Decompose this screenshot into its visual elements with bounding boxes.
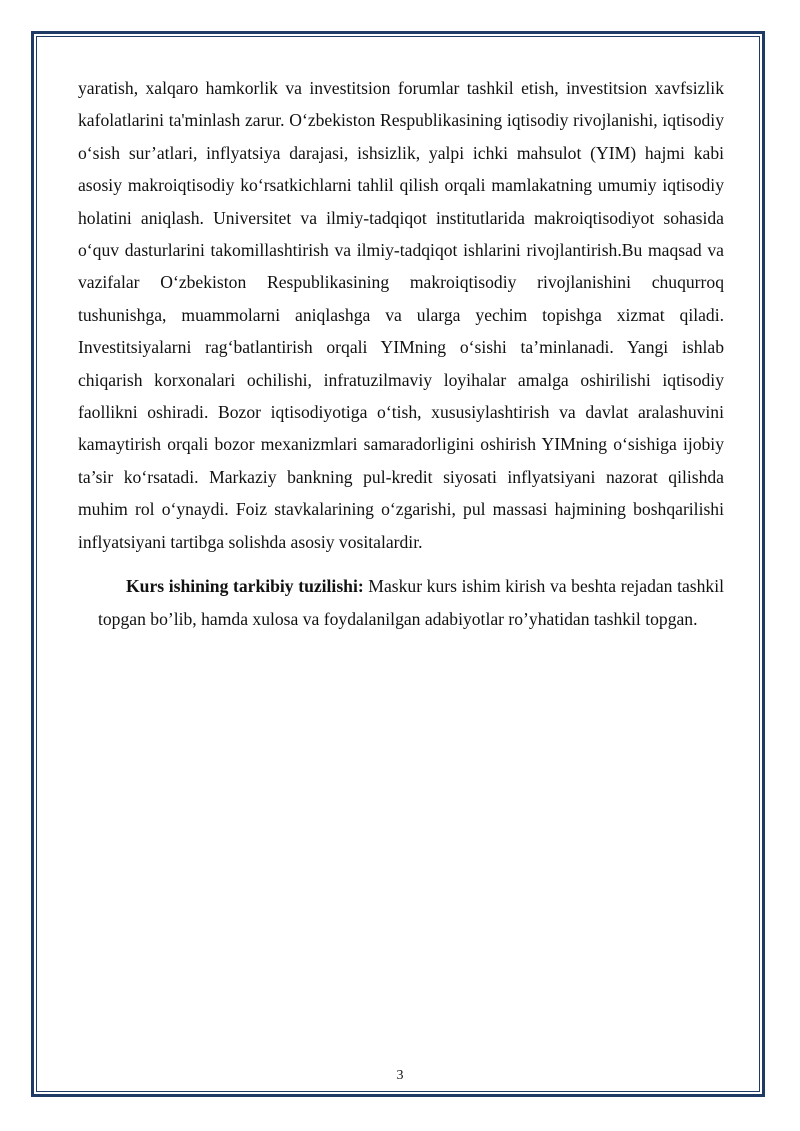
structure-text: Maskur kurs ishim kirish va beshta rejadan tashkil topgan bo’lib, hamda xulosa va foydalanilgan adabiyotlar ro’yhatidan tashkil topgan. — [98, 576, 724, 629]
page-content — [78, 72, 724, 635]
structure-paragraph — [98, 570, 724, 635]
body-paragraph: yaratish, xalqaro hamkorlik va investitsion forumlar tashkil etish, investitsion xavfsizlik kafolatlarini ta'minlash zarur. O‘zbekiston Respublikasining iqtisodiy rivojlanishi, iqtisodiy o‘sish sur’atlari, inflyatsiya darajasi, ishsizlik, yalpi ichki mahsulot (YIM) hajmi kabi asosiy makroiqtisodiy ko‘rsatkichlarni tahlil qilish orqali mamlakatning umumiy iqtisodiy holatini aniqlash. Universitet va ilmiy-tadqiqot institutlarida makroiqtisodiyot sohasida o‘quv dasturlarini takomillashtirish va ilmiy-tadqiqot ishlarini rivojlantirish.Bu maqsad va vazifalar O‘zbekiston Respublikasining makroiqtisodiy rivojlanishini chuqurroq tushunishga, muammolarni aniqlashga va ularga yechim topishga xizmat qiladi. Investitsiyalarni rag‘batlantirish orqali YIMning o‘sishi ta’minlanadi. Yangi ishlab chiqarish korxonalari ochilishi, infratuzilmaviy loyihalar amalga oshirilishi iqtisodiy faollikni oshiradi. Bozor iqtisodiyotiga o‘tish, xususiylashtirish va davlat aralashuvini kamaytirish orqali bozor mexanizmlari samaradorligini oshirish YIMning o‘sishiga ijobiy ta’sir ko‘rsatadi. Markaziy bankning pul-kredit siyosati inflyatsiyani nazorat qilishda muhim rol o‘ynaydi. Foiz stavkalarining o‘zgarishi, pul massasi hajmining boshqarilishi inflyatsiyani tartibga solishda asosiy vositalardir. — [78, 78, 724, 552]
page-number: 3 — [396, 1068, 404, 1083]
structure-heading: Kurs ishining tarkibiy tuzilishi: — [126, 576, 364, 597]
